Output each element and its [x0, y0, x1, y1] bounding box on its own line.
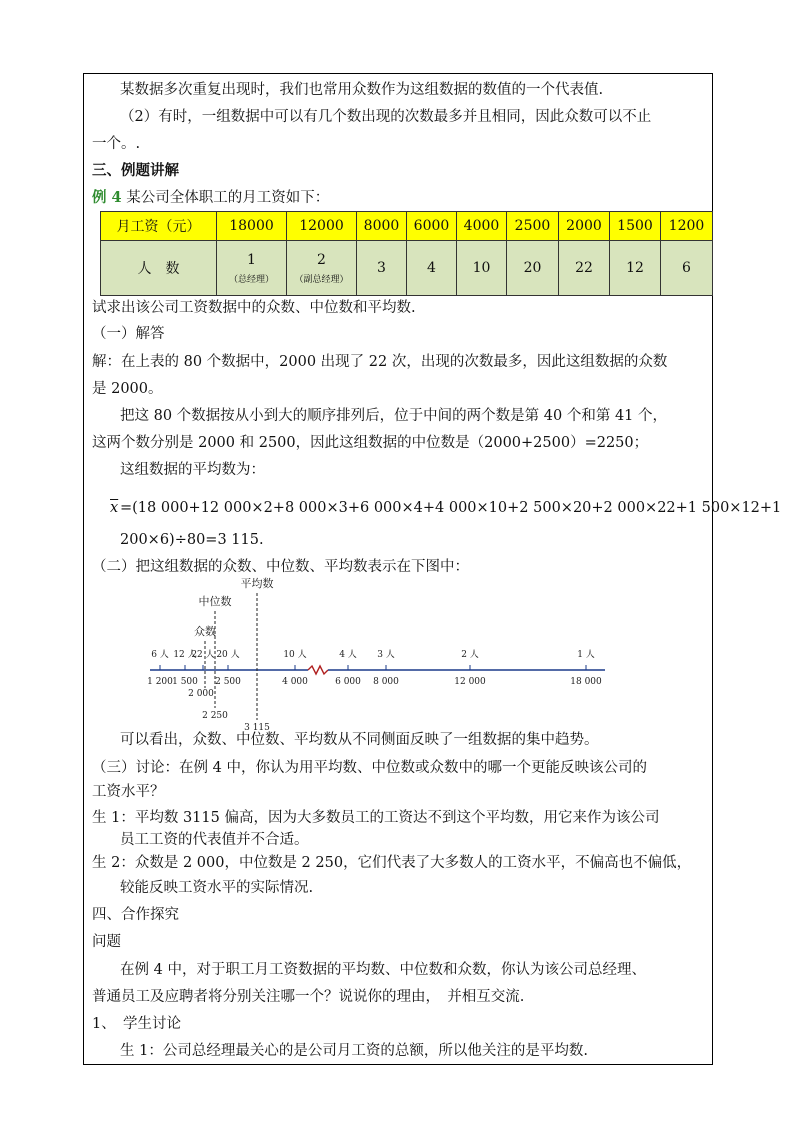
count-row	[101, 241, 713, 296]
tick-value-label: 1 200	[147, 677, 173, 687]
tick-people-label: 20 人	[216, 650, 240, 660]
tick-value-label: 2 000	[188, 689, 214, 699]
salary-cell: 4000	[457, 212, 507, 241]
marker-value: 3 115	[244, 723, 270, 733]
text-line: 试求出该公司工资数据中的众数、中位数和平均数.	[92, 300, 416, 316]
text-line: （三）讨论：在例 4 中，你认为用平均数、中位数或众数中的哪一个更能反映该公司的	[92, 760, 647, 776]
salary-cell: 2000	[559, 212, 610, 241]
count-cell: 3	[357, 241, 407, 296]
tick-people-label: 22 人	[191, 650, 215, 660]
text-line: 在例 4 中，对于职工月工资数据的平均数、中位数和众数，你认为该公司总经理、	[120, 962, 646, 978]
text-line: 普通员工及应聘者将分别关注哪一个？说说你的理由， 并相互交流.	[92, 989, 525, 1005]
tick-value-label: 8 000	[373, 677, 399, 687]
mean-symbol: $\overline{x}$	[110, 500, 119, 516]
count-value: 1	[247, 251, 256, 268]
count-header: 人 数	[101, 241, 217, 296]
text-line: （一）解答	[92, 326, 165, 342]
marker-label: 众数	[194, 625, 216, 638]
tick-people-label: 12 人	[173, 650, 197, 660]
salary-cell: 12000	[287, 212, 357, 241]
count-cell: 4	[407, 241, 457, 296]
number-line-axis	[150, 666, 605, 674]
tick-people-label: 10 人	[283, 650, 307, 660]
salary-cell: 18000	[217, 212, 287, 241]
text-line: 较能反映工资水平的实际情况.	[120, 880, 314, 896]
count-cell	[217, 241, 287, 296]
example-text: 某公司全体职工的月工资如下：	[121, 190, 330, 206]
marker-label: 中位数	[198, 595, 232, 608]
formula-line: 200×6)÷80=3 115.	[120, 532, 264, 548]
salary-cell: 2500	[507, 212, 559, 241]
count-cell: 20	[507, 241, 559, 296]
salary-cell: 6000	[407, 212, 457, 241]
tick-value-label: 12 000	[454, 677, 486, 687]
text-line: 这两个数分别是 2000 和 2500，因此这组数据的中位数是（2000+2500）=2250；	[92, 435, 649, 451]
text-line: 生 2：众数是 2 000，中位数是 2 250，它们代表了大多数人的工资水平，不偏高也不偏低，	[92, 855, 692, 871]
count-value: 2	[317, 251, 326, 268]
text-line: 是 2000。	[92, 381, 163, 397]
formula-line: =(18 000+12 000×2+8 000×3+6 000×4+4 000×10+2 500×20+2 000×22+1 500×12+1	[120, 500, 782, 516]
tick-people-label: 4 人	[339, 650, 357, 660]
tick-value-label: 18 000	[570, 677, 602, 687]
tick-people-label: 6 人	[151, 650, 169, 660]
text-line: 工资水平？	[92, 784, 165, 800]
tick-people-label: 2 人	[461, 650, 479, 660]
text-line: 把这 80 个数据按从小到大的顺序排列后，位于中间的两个数是第 40 个和第 41 个，	[120, 408, 668, 424]
text-line: 员工工资的代表值并不合适。	[120, 832, 309, 848]
text-line: 某数据多次重复出现时，我们也常用众数作为这组数据的数值的一个代表值.	[120, 82, 604, 98]
text-line: 一个。.	[92, 136, 141, 152]
example-label: 例 4	[92, 189, 122, 206]
marker-value: 2 250	[202, 711, 228, 721]
salary-cell: 1500	[610, 212, 661, 241]
count-note: （副总经理）	[294, 274, 349, 285]
text-line: 1、 学生讨论	[92, 1016, 181, 1032]
tick-value-label: 2 500	[215, 677, 241, 687]
count-cell: 6	[661, 241, 713, 296]
tick-people-label: 1 人	[577, 650, 595, 660]
text-line: 生 1：公司总经理最关心的是公司月工资的总额，所以他关注的是平均数.	[120, 1043, 588, 1059]
tick-value-label: 1 500	[172, 677, 198, 687]
marker-label: 平均数	[240, 577, 274, 590]
salary-header: 月工资（元）	[101, 212, 217, 241]
section-heading: 四、合作探究	[92, 907, 179, 923]
text-line: 解：在上表的 80 个数据中，2000 出现了 22 次，出现的次数最多，因此这组数据的众数	[92, 354, 668, 370]
text-line: 问题	[92, 934, 121, 950]
salary-row	[101, 212, 713, 241]
tick-people-label: 3 人	[377, 650, 395, 660]
axis-break	[308, 666, 328, 674]
text-line: 生 1：平均数 3115 偏高，因为大多数员工的工资达不到这个平均数，用它来作为该公司	[92, 810, 660, 826]
count-cell	[287, 241, 357, 296]
text-line: （2）有时，一组数据中可以有几个数出现的次数最多并且相同，因此众数可以不止	[120, 109, 652, 125]
salary-cell: 1200	[661, 212, 713, 241]
salary-table	[100, 211, 713, 296]
number-line-diagram	[140, 575, 620, 733]
tick-value-label: 6 000	[335, 677, 361, 687]
text-line: （二）把这组数据的众数、中位数、平均数表示在下图中：	[92, 559, 469, 575]
tick-value-label: 4 000	[282, 677, 308, 687]
example-line	[92, 188, 329, 208]
count-cell: 12	[610, 241, 661, 296]
count-cell: 22	[559, 241, 610, 296]
count-cell: 10	[457, 241, 507, 296]
salary-cell: 8000	[357, 212, 407, 241]
count-note: （总经理）	[228, 274, 274, 285]
text-line: 这组数据的平均数为：	[120, 462, 265, 478]
section-heading: 三、例题讲解	[92, 162, 179, 179]
text-line: 可以看出，众数、中位数、平均数从不同侧面反映了一组数据的集中趋势。	[120, 732, 599, 748]
